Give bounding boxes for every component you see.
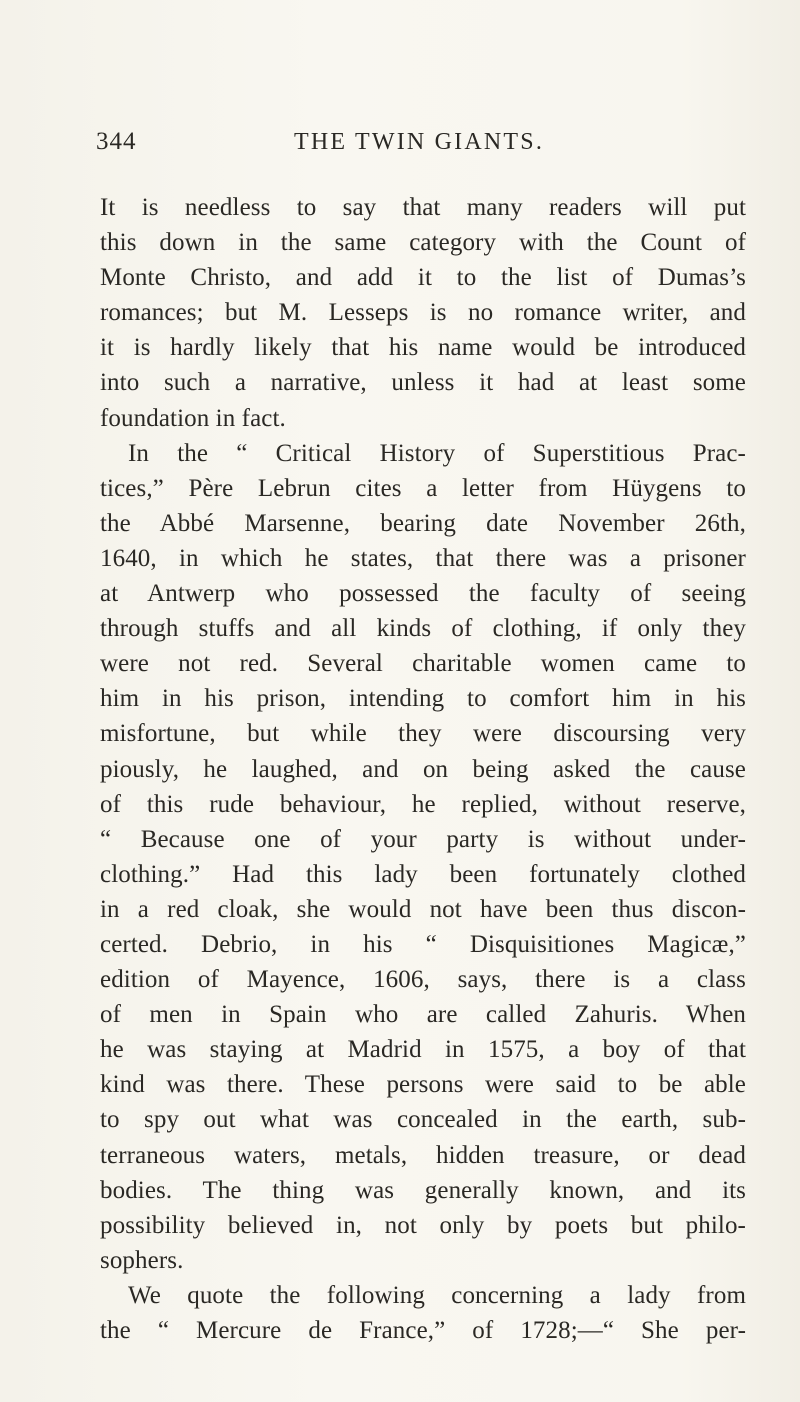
running-head: THE TWIN GIANTS.: [293, 129, 545, 155]
text-line: of this rude behaviour, he replied, without reserve,: [100, 790, 746, 818]
text-line: the “ Mercure de France,” of 1728;—“ She per-: [100, 1317, 746, 1344]
text-line: certed. Debrio, in his “ Disquisitiones Magicæ,”: [100, 930, 746, 958]
text-line: of men in Spain who are called Zahuris. When: [100, 1001, 746, 1029]
text-line: 1640, in which he states, that there was a prisoner: [100, 544, 746, 572]
text-line: were not red. Several charitable women came to: [100, 650, 746, 678]
text-line: edition of Mayence, 1606, says, there is a class: [100, 966, 746, 994]
text-line: he was staying at Madrid in 1575, a boy of that: [100, 1036, 746, 1064]
text-line: foundation in fact.: [100, 404, 286, 432]
text-line: possibility believed in, not only by poets but philo-: [100, 1211, 746, 1239]
text-line: it is hardly likely that his name would be introduced: [100, 334, 746, 362]
text-line: misfortune, but while they were discoursing very: [100, 720, 746, 748]
text-line: romances; but M. Lesseps is no romance writer, and: [100, 299, 746, 327]
text-line: terraneous waters, metals, hidden treasure, or dead: [100, 1141, 746, 1169]
text-line: In the “ Critical History of Superstitious Prac-: [128, 439, 746, 467]
text-line: “ Because one of your party is without under-: [100, 825, 746, 853]
text-line: to spy out what was concealed in the earth, sub-: [100, 1106, 746, 1134]
text-line: into such a narrative, unless it had at least some: [100, 369, 746, 397]
text-line: the Abbé Marsenne, bearing date November 26th,: [100, 509, 746, 537]
text-line: him in his prison, intending to comfort him in his: [100, 685, 746, 713]
text-line: sophers.: [100, 1246, 184, 1274]
text-line: piously, he laughed, and on being asked the cause: [100, 755, 746, 783]
text-line: kind was there. These persons were said to be able: [100, 1071, 746, 1099]
page-number: 344: [96, 128, 137, 155]
text-line: at Antwerp who possessed the faculty of seeing: [100, 580, 746, 608]
text-line: We quote the following concerning a lady from: [128, 1281, 746, 1309]
text-line: in a red cloak, she would not have been thus discon-: [100, 895, 746, 923]
text-line: this down in the same category with the Count of: [100, 229, 746, 257]
text-line: It is needless to say that many readers will put: [100, 194, 746, 221]
text-line: through stuffs and all kinds of clothing, if only they: [100, 615, 746, 643]
page-header: [0, 128, 800, 168]
text-line: Monte Christo, and add it to the list of Dumas’s: [100, 264, 746, 292]
text-line: tices,” Père Lebrun cites a letter from Hüygens to: [100, 474, 746, 502]
text-line: bodies. The thing was generally known, and its: [100, 1176, 746, 1204]
text-line: clothing.” Had this lady been fortunately clothed: [100, 860, 746, 888]
body-text: [100, 190, 746, 1348]
